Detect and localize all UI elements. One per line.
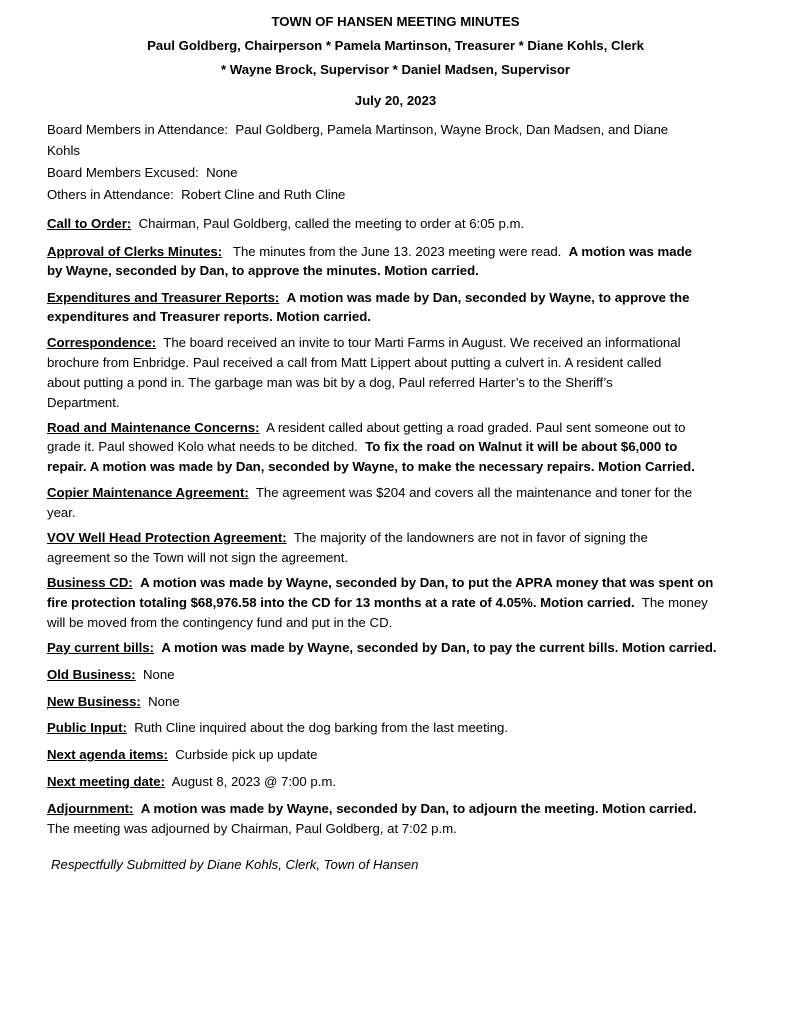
meeting-date: July 20, 2023 xyxy=(354,93,437,108)
vov-line-1 xyxy=(47,530,747,546)
next-meeting-line xyxy=(47,774,747,790)
expenditures-line-2: expenditures and Treasurer reports. Motion carried. xyxy=(47,309,371,324)
next-agenda-heading: Next agenda items: xyxy=(47,747,168,762)
road-text-2: grade it. Paul showed Kolo what needs to be ditched. xyxy=(47,439,358,454)
next-agenda-text: Curbside pick up update xyxy=(175,747,318,762)
submitted-by: Respectfully Submitted by Diane Kohls, Clerk, Town of Hansen xyxy=(51,857,419,872)
business-cd-line-2 xyxy=(47,595,747,611)
approval-text: The minutes from the June 13. 2023 meeting were read. xyxy=(232,244,562,259)
road-heading: Road and Maintenance Concerns: xyxy=(47,420,260,435)
road-line-2 xyxy=(47,439,747,455)
old-business-line xyxy=(47,667,747,683)
attendance-others xyxy=(47,187,747,203)
business-cd-heading: Business CD: xyxy=(47,575,133,590)
new-business-heading: New Business: xyxy=(47,694,141,709)
copier-text-1: The agreement was $204 and covers all the maintenance and toner for the xyxy=(255,485,693,500)
old-business-value: None xyxy=(143,667,175,682)
attendance-present-cont: Kohls xyxy=(47,143,80,158)
officers-line-2: * Wayne Brock, Supervisor * Daniel Madsen, Supervisor xyxy=(220,62,571,77)
expenditures-heading: Expenditures and Treasurer Reports: xyxy=(47,290,280,305)
adjournment-heading: Adjournment: xyxy=(47,801,134,816)
call-to-order-heading: Call to Order: xyxy=(47,216,132,231)
expenditures-motion: A motion was made by Dan, seconded by Wayne, to approve the xyxy=(286,290,690,305)
correspondence-line-1 xyxy=(47,335,747,351)
public-input-heading: Public Input: xyxy=(47,720,127,735)
attendance-excused-label: Board Members Excused: xyxy=(47,165,199,180)
correspondence-heading: Correspondence: xyxy=(47,335,157,350)
copier-heading: Copier Maintenance Agreement: xyxy=(47,485,249,500)
next-agenda-line xyxy=(47,747,747,763)
road-walnut-text: To fix the road on Walnut it will be about $6,000 to xyxy=(365,439,678,454)
approval-line-1 xyxy=(47,244,747,260)
next-meeting-heading: Next meeting date: xyxy=(47,774,165,789)
new-business-line xyxy=(47,694,747,710)
bills-heading: Pay current bills: xyxy=(47,640,155,655)
business-cd-line-3: will be moved from the contingency fund and put in the CD. xyxy=(47,615,393,630)
correspondence-line-4: Department. xyxy=(47,395,120,410)
next-meeting-text: August 8, 2023 @ 7:00 p.m. xyxy=(171,774,337,789)
attendance-present xyxy=(47,122,747,138)
attendance-others-label: Others in Attendance: xyxy=(47,187,174,202)
copier-line-1 xyxy=(47,485,747,501)
old-business-heading: Old Business: xyxy=(47,667,136,682)
business-cd-line-1 xyxy=(47,575,747,591)
adjournment-motion: A motion was made by Wayne, seconded by Dan, to adjourn the meeting. Motion carried. xyxy=(140,801,697,816)
road-line-3: repair. A motion was made by Dan, seconded by Wayne, to make the necessary repairs. Motion Carried. xyxy=(47,459,695,474)
correspondence-text-1: The board received an invite to tour Marti Farms in August. We received an informational xyxy=(163,335,681,350)
approval-motion-start: A motion was made xyxy=(568,244,692,259)
approval-line-2: by Wayne, seconded by Dan, to approve the minutes. Motion carried. xyxy=(47,263,479,278)
vov-line-2: agreement so the Town will not sign the agreement. xyxy=(47,550,349,565)
attendance-excused xyxy=(47,165,747,181)
call-to-order-text: Chairman, Paul Goldberg, called the meeting to order at 6:05 p.m. xyxy=(138,216,525,231)
document-title: TOWN OF HANSEN MEETING MINUTES xyxy=(271,14,520,29)
expenditures-line-1 xyxy=(47,290,747,306)
bills-motion: A motion was made by Wayne, seconded by Dan, to pay the current bills. Motion carried. xyxy=(161,640,717,655)
stray-mark: ' xyxy=(47,707,49,716)
officers-line-1: Paul Goldberg, Chairperson * Pamela Martinson, Treasurer * Diane Kohls, Clerk xyxy=(147,38,644,53)
business-cd-motion-2: fire protection totaling $68,976.58 into the CD for 13 months at a rate of 4.05%. Motion carried. xyxy=(47,595,635,610)
attendance-present-names: Paul Goldberg, Pamela Martinson, Wayne Brock, Dan Madsen, and Diane xyxy=(235,122,669,137)
vov-heading: VOV Well Head Protection Agreement: xyxy=(47,530,287,545)
attendance-others-value: Robert Cline and Ruth Cline xyxy=(181,187,346,202)
public-input-line xyxy=(47,720,747,736)
approval-heading: Approval of Clerks Minutes: xyxy=(47,244,223,259)
business-cd-motion-1: A motion was made by Wayne, seconded by Dan, to put the APRA money that was spent on xyxy=(140,575,714,590)
business-cd-text-2: The money xyxy=(641,595,708,610)
correspondence-line-2: brochure from Enbridge. Paul received a call from Matt Lippert about putting a culvert in. A resident called xyxy=(47,355,662,370)
attendance-excused-value: None xyxy=(206,165,238,180)
copier-line-2: year. xyxy=(47,505,76,520)
public-input-text: Ruth Cline inquired about the dog barking from the last meeting. xyxy=(134,720,509,735)
call-to-order xyxy=(47,216,747,232)
road-text-1: A resident called about getting a road graded. Paul sent someone out to xyxy=(266,420,686,435)
bills-line xyxy=(47,640,747,656)
vov-text-1: The majority of the landowners are not in favor of signing the xyxy=(293,530,648,545)
adjournment-line-2: The meeting was adjourned by Chairman, Paul Goldberg, at 7:02 p.m. xyxy=(47,821,457,836)
road-line-1 xyxy=(47,420,747,436)
attendance-present-label: Board Members in Attendance: xyxy=(47,122,229,137)
correspondence-line-3: about putting a pond in. The garbage man was bit by a dog, Paul referred Harter’s to the Sheriff’s xyxy=(47,375,613,390)
new-business-value: None xyxy=(148,694,180,709)
adjournment-line-1 xyxy=(47,801,747,817)
